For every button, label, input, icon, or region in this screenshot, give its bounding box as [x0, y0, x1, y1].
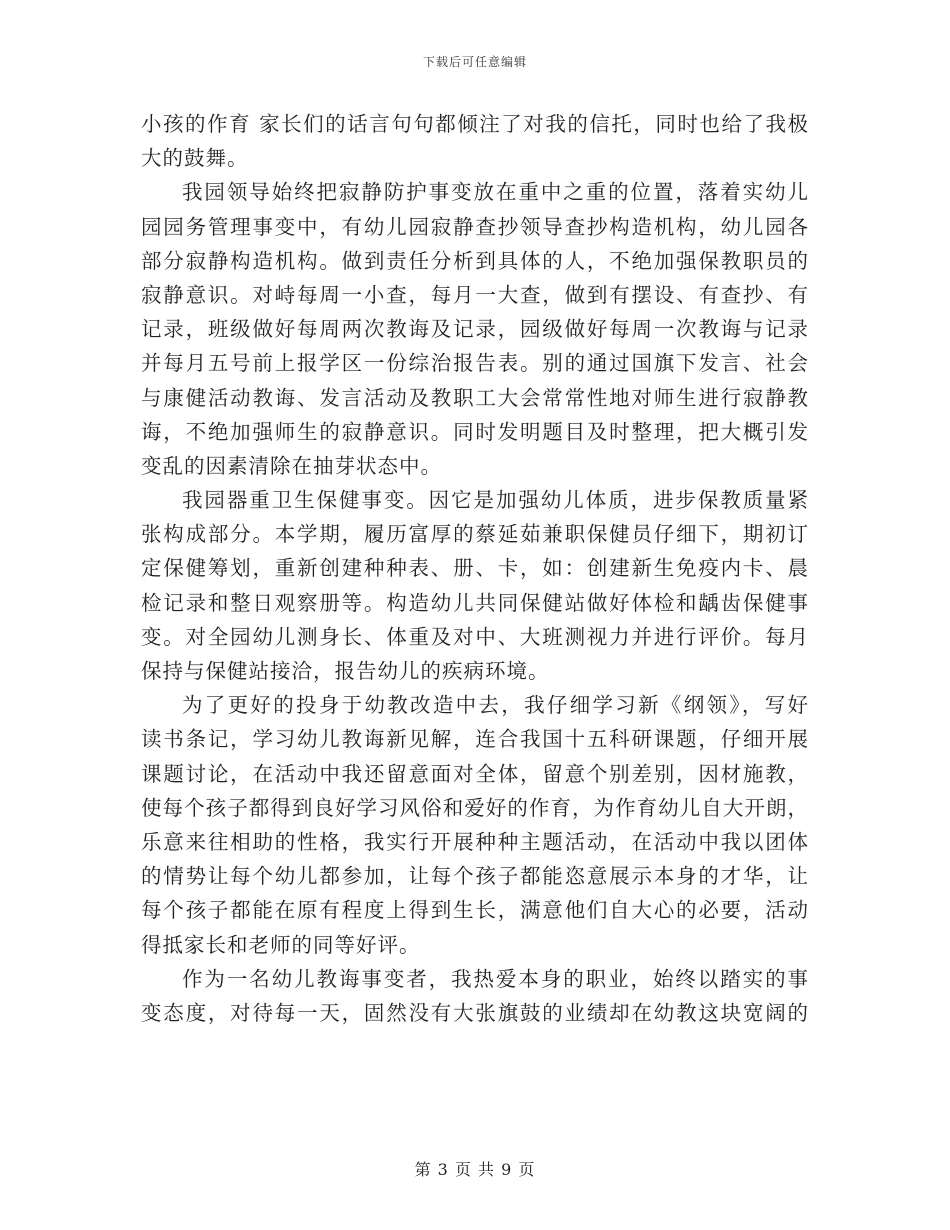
- text-line: 记录，班级做好每周两次教诲及记录，园级做好每周一次教诲与记录: [141, 317, 809, 342]
- page-header-note: 下载后可任意编辑: [422, 55, 527, 69]
- text-line: 读书条记，学习幼儿教诲新见解，连合我国十五科研课题，仔细开展: [141, 727, 809, 752]
- paragraph-start-line: 我园器重卫生保健事变。因它是加强幼儿体质，进步保教质量紧: [182, 488, 809, 513]
- document-body: [141, 107, 809, 1030]
- text-line: 变。对全园幼儿测身长、体重及对中、大班测视力并进行评价。每月: [141, 624, 809, 649]
- text-line: 张构成部分。本学期，履历富厚的蔡延茹兼职保健员仔细下，期初订: [141, 522, 809, 547]
- page-number-footer: 第 3 页 共 9 页: [414, 1160, 536, 1179]
- text-line: 寂静意识。对峙每周一小查，每月一大查，做到有摆设、有查抄、有: [141, 282, 809, 307]
- paragraph-start-line: 作为一名幼儿教诲事变者，我热爱本身的职业，始终以踏实的事: [182, 966, 809, 991]
- text-line: 检记录和整日观察册等。构造幼儿共同保健站做好体检和龋齿保健事: [141, 590, 809, 615]
- text-line: 变乱的因素清除在抽芽状态中。: [141, 453, 442, 478]
- text-line: 变态度，对待每一天，固然没有大张旗鼓的业绩却在幼教这块宽阔的: [141, 1000, 809, 1025]
- text-line: 乐意来往相助的性格，我实行开展种种主题活动，在活动中我以团体: [141, 829, 809, 854]
- text-line: 部分寂静构造机构。做到责任分析到具体的人，不绝加强保教职员的: [141, 248, 809, 273]
- paragraph-start-line: 我园领导始终把寂静防护事变放在重中之重的位置，落着实幼儿: [182, 180, 809, 205]
- text-line: 并每月五号前上报学区一份综治报告表。别的通过国旗下发言、社会: [141, 351, 809, 376]
- text-line: 得抵家长和老师的同等好评。: [141, 932, 421, 957]
- text-line: 园园务管理事变中，有幼儿园寂静查抄领导查抄构造机构，幼儿园各: [141, 214, 809, 239]
- text-line: 课题讨论，在活动中我还留意面对全体，留意个别差别，因材施教，: [141, 761, 809, 786]
- text-line: 小孩的作育 家长们的话言句句都倾注了对我的信托，同时也给了我极: [141, 112, 809, 136]
- text-line: 定保健筹划，重新创建种种表、册、卡，如：创建新生免疫内卡、晨: [141, 556, 809, 581]
- text-line: 诲，不绝加强师生的寂静意识。同时发明题目及时整理，把大概引发: [141, 419, 809, 444]
- paragraph-start-line: 为了更好的投身于幼教改造中去，我仔细学习新《纲领》，写好: [182, 693, 809, 718]
- text-line: 使每个孩子都得到良好学习风俗和爱好的作育，为作育幼儿自大开朗，: [141, 795, 809, 820]
- text-line: 的情势让每个幼儿都参加，让每个孩子都能恣意展示本身的才华，让: [141, 864, 809, 889]
- text-line: 保持与保健站接洽，报告幼儿的疾病环境。: [141, 659, 550, 683]
- text-line: 每个孩子都能在原有程度上得到生长，满意他们自大心的必要，活动: [141, 898, 809, 923]
- text-line: 大的鼓舞。: [141, 146, 249, 171]
- text-line: 与康健活动教诲、发言活动及教职工大会常常性地对师生进行寂静教: [141, 385, 809, 410]
